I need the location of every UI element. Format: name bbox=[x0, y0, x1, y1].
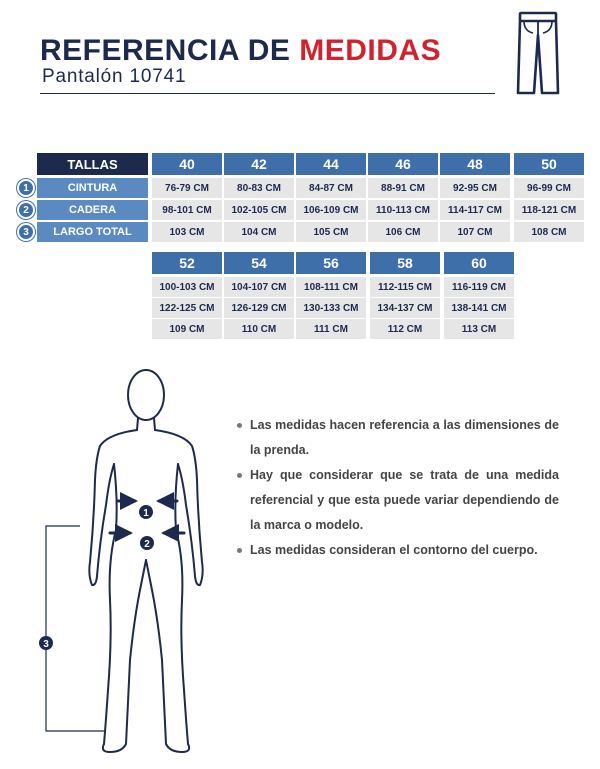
cadera-value: 98-101 CM bbox=[152, 200, 222, 220]
size-header: 46 bbox=[368, 153, 438, 175]
cintura-value: 108-111 CM bbox=[296, 277, 366, 297]
size-header-label: TALLAS bbox=[37, 153, 148, 175]
cadera-value: 106-109 CM bbox=[296, 200, 366, 220]
cadera-value: 138-141 CM bbox=[444, 298, 514, 318]
cadera-value: 118-121 CM bbox=[514, 200, 584, 220]
note-item: Las medidas consideran el contorno del cuerpo. bbox=[237, 538, 559, 563]
title-part-2: MEDIDAS bbox=[299, 34, 442, 67]
svg-text:2: 2 bbox=[144, 539, 150, 550]
size-header: 56 bbox=[296, 252, 366, 274]
row-number-badge: 3 bbox=[17, 223, 35, 241]
row-label-largo-total: LARGO TOTAL bbox=[37, 222, 148, 242]
row-label-cintura: CINTURA bbox=[37, 178, 148, 198]
size-header: 50 bbox=[514, 153, 584, 175]
header-divider bbox=[40, 93, 495, 94]
size-header: 48 bbox=[440, 153, 510, 175]
svg-text:1: 1 bbox=[143, 508, 149, 519]
cintura-value: 84-87 CM bbox=[296, 178, 366, 198]
notes-list bbox=[237, 413, 559, 563]
largo-value: 111 CM bbox=[296, 319, 366, 339]
note-item: Las medidas hacen referencia a las dimensiones de la prenda. bbox=[237, 413, 559, 463]
figure-marker-2 bbox=[140, 536, 154, 550]
cadera-value: 102-105 CM bbox=[224, 200, 294, 220]
largo-value: 106 CM bbox=[368, 222, 438, 242]
largo-value: 103 CM bbox=[152, 222, 222, 242]
cintura-value: 104-107 CM bbox=[224, 277, 294, 297]
cintura-value: 92-95 CM bbox=[440, 178, 510, 198]
svg-text:3: 3 bbox=[43, 639, 49, 650]
cintura-value: 100-103 CM bbox=[152, 277, 222, 297]
size-header: 42 bbox=[224, 153, 294, 175]
cadera-value: 122-125 CM bbox=[152, 298, 222, 318]
cintura-value: 76-79 CM bbox=[152, 178, 222, 198]
size-header: 40 bbox=[152, 153, 222, 175]
figure-marker-1 bbox=[139, 505, 153, 519]
largo-value: 107 CM bbox=[440, 222, 510, 242]
cadera-value: 110-113 CM bbox=[368, 200, 438, 220]
largo-value: 104 CM bbox=[224, 222, 294, 242]
largo-value: 105 CM bbox=[296, 222, 366, 242]
cintura-value: 96-99 CM bbox=[514, 178, 584, 198]
cintura-value: 88-91 CM bbox=[368, 178, 438, 198]
size-header: 44 bbox=[296, 153, 366, 175]
product-subtitle: Pantalón 10741 bbox=[42, 66, 187, 87]
size-header: 54 bbox=[224, 252, 294, 274]
pants-icon bbox=[515, 11, 561, 97]
largo-value: 110 CM bbox=[224, 319, 294, 339]
figure-marker-3 bbox=[39, 636, 53, 650]
size-header: 52 bbox=[152, 252, 222, 274]
cadera-value: 114-117 CM bbox=[440, 200, 510, 220]
title-part-1: REFERENCIA DE bbox=[40, 34, 291, 67]
largo-value: 112 CM bbox=[370, 319, 440, 339]
length-bracket bbox=[46, 526, 104, 731]
page-title bbox=[40, 34, 441, 68]
human-body-figure bbox=[0, 360, 230, 765]
row-label-cadera: CADERA bbox=[37, 200, 148, 220]
cintura-value: 112-115 CM bbox=[370, 277, 440, 297]
cintura-value: 116-119 CM bbox=[444, 277, 514, 297]
largo-value: 108 CM bbox=[514, 222, 584, 242]
cadera-value: 126-129 CM bbox=[224, 298, 294, 318]
row-number-badge: 2 bbox=[17, 201, 35, 219]
cadera-value: 134-137 CM bbox=[370, 298, 440, 318]
largo-value: 113 CM bbox=[444, 319, 514, 339]
cadera-value: 130-133 CM bbox=[296, 298, 366, 318]
size-header: 58 bbox=[370, 252, 440, 274]
largo-value: 109 CM bbox=[152, 319, 222, 339]
note-item: Hay que considerar que se trata de una medida referencial y que esta puede variar dependiendo de la marca o modelo. bbox=[237, 463, 559, 538]
body-outline bbox=[89, 370, 202, 752]
size-header: 60 bbox=[444, 252, 514, 274]
cintura-value: 80-83 CM bbox=[224, 178, 294, 198]
row-number-badge: 1 bbox=[17, 179, 35, 197]
